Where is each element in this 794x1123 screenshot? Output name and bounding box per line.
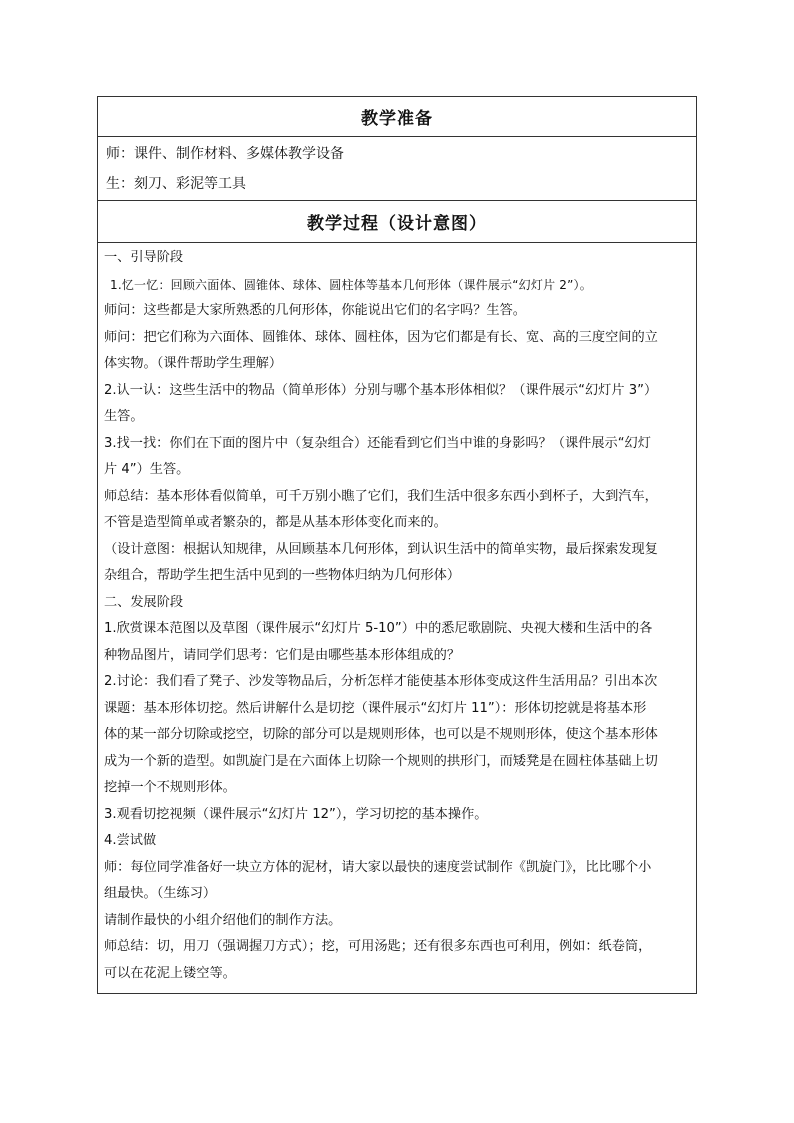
process-line: 一、引导阶段 <box>104 250 184 265</box>
process-line: 二、发展阶段 <box>104 594 184 610</box>
process-line: 杂组合，帮助学生把生活中见到的一些物体归纳为几何形体） <box>104 568 461 583</box>
process-line: 1.忆一忆：回顾六面体、圆锥体、球体、圆柱体等基本几何形体（课件展示“幻灯片 2”）。 <box>110 277 592 292</box>
process-line: 2.讨论：我们看了凳子、沙发等物品后，分析怎样才能使基本形体变成这件生活用品？引出本次 <box>104 674 658 689</box>
process-line: 成为一个新的造型。如凯旋门是在六面体上切除一个规则的拱形门，而矮凳是在圆柱体基础上切 <box>104 753 658 769</box>
process-line: 2.认一认：这些生活中的物品（简单形体）分别与哪个基本形体相似？（课件展示“幻灯片 3”） <box>104 382 658 398</box>
process-line: 生答。 <box>104 409 144 424</box>
process-line: 片 4”）生答。 <box>104 462 190 477</box>
process-line: 3.观看切挖视频（课件展示“幻灯片 12”），学习切挖的基本操作。 <box>104 806 488 822</box>
process-line: 师总结：切，用刀（强调握刀方式）；挖，可用汤匙；还有很多东西也可利用，例如：纸卷筒， <box>104 939 652 954</box>
process-line: 3.找一找：你们在下面的图片中（复杂组合）还能看到它们当中谁的身影吗？（课件展示“幻灯 <box>104 435 651 451</box>
lesson-plan-table <box>97 96 697 994</box>
process-line: 组最快。（生练习） <box>104 886 217 901</box>
process-line: 种物品图片，请同学们思考：它们是由哪些基本形体组成的？ <box>104 647 461 663</box>
process-line: 课题：基本形体切挖。然后讲解什么是切挖（课件展示“幻灯片 11”）：形体切挖就是将基本形 <box>104 700 647 716</box>
process-line: （设计意图：根据认知规律，从回顾基本几何形体，到认识生活中的简单实物，最后探索发现复 <box>104 541 658 557</box>
process-line: 不管是造型简单或者繁杂的，都是从基本形体变化而来的。 <box>104 515 447 530</box>
process-line: 师：每位同学准备好一块立方体的泥材，请大家以最快的速度尝试制作《凯旋门》，比比哪个小 <box>104 859 652 875</box>
process-line: 1.欣赏课本范图以及草图（课件展示“幻灯片 5-10”）中的悉尼歌剧院、央视大楼和生活中的各 <box>104 621 653 636</box>
process-line: 师总结：基本形体看似简单，可千万别小瞧了它们，我们生活中很多东西小到杯子，大到汽车， <box>104 488 658 504</box>
process-line: 体的某一部分切除或挖空，切除的部分可以是规则形体，也可以是不规则形体，使这个基本形体 <box>104 727 658 742</box>
process-content <box>98 243 696 993</box>
process-line: 师问：这些都是大家所熟悉的几何形体，你能说出它们的名字吗？生答。 <box>104 303 526 318</box>
teacher-preparation: 师：课件、制作材料、多媒体教学设备 <box>106 146 344 162</box>
process-line: 挖掉一个不规则形体。 <box>104 780 236 795</box>
process-line: 师问：把它们称为六面体、圆锥体、球体、圆柱体，因为它们都是有长、宽、高的三度空间的立 <box>104 329 658 345</box>
process-line: 可以在花泥上镂空等。 <box>104 965 236 981</box>
process-line: 体实物。（课件帮助学生理解） <box>104 356 283 371</box>
process-line: 4.尝试做 <box>104 833 157 848</box>
process-line: 请制作最快的小组介绍他们的制作方法。 <box>104 912 342 928</box>
student-preparation: 生：刻刀、彩泥等工具 <box>106 176 246 192</box>
process-title: 教学过程（设计意图） <box>98 201 696 243</box>
preparation-content <box>98 137 696 201</box>
preparation-title: 教学准备 <box>98 97 696 137</box>
